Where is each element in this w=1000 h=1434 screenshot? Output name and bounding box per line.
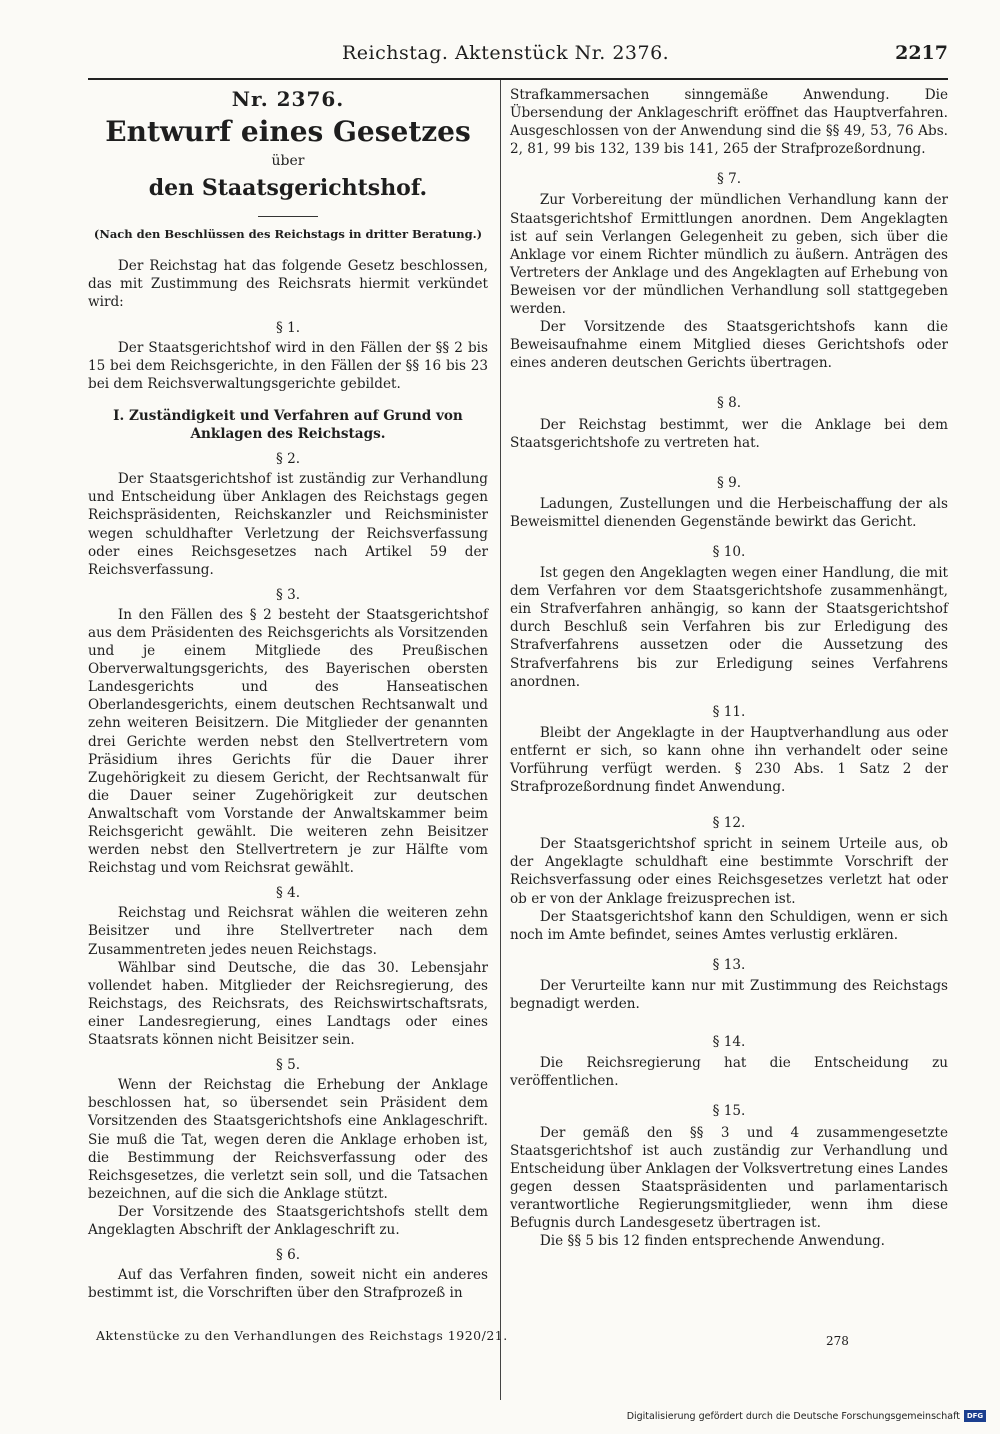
section-paragraph: Ladungen, Zustellungen und die Herbeischaffung der als Beweismittel dienenden Gegenstände bewirkt das Gericht.: [510, 495, 948, 530]
section-paragraph: Die §§ 5 bis 12 finden entsprechende Anwendung.: [539, 1233, 885, 1250]
section-paragraph: Ist gegen den Angeklagten wegen einer Handlung, die mit dem Verfahren vor dem Staatsgerichtshofe zusammenhängt, ein Strafverfahren anhängig, so kann der Staatsgerichtshof durch Beschluß sein Verfahren bis zur Erledigung des Strafverfahrens aussetzen oder die Aussetzung des Strafverfahrens bis zur Erledigung seines Verfahrens anordnen.: [510, 565, 948, 690]
header-rule: [88, 78, 948, 80]
section-paragraph: Auf das Verfahren finden, soweit nicht ein anderes bestimmt ist, die Vorschriften über den Strafprozeß in: [88, 1267, 488, 1302]
footer-collection-note: Aktenstücke zu den Verhandlungen des Reichstags 1920/21.: [96, 1328, 508, 1343]
section-heading: § 12.: [712, 815, 746, 832]
footer-signature-number: 278: [826, 1334, 849, 1348]
title-rule: [258, 216, 318, 217]
section-paragraph: Der Staatsgerichtshof kann den Schuldigen, wenn er sich noch im Amte befindet, seines Amtes verlustig erklären.: [510, 908, 948, 943]
document-subtitle: den Staatsgerichtshof.: [148, 175, 428, 202]
section-heading: § 7.: [716, 171, 742, 188]
section-heading: § 9.: [716, 474, 742, 491]
section-paragraph: Bleibt der Angeklagte in der Hauptverhandlung aus oder entfernt er sich, so kann ohne ihn verhandelt oder seine Vorführung verfügt werden. § 230 Abs. 1 Satz 2 der Strafprozeßordnung findet Anwendung.: [510, 724, 948, 796]
left-column: [88, 86, 488, 1302]
section-heading: § 14.: [712, 1034, 746, 1051]
section-paragraph-continued: Strafkammersachen sinngemäße Anwendung. Die Übersendung der Anklageschrift eröffnet das Hauptverfahren. Ausgeschlossen von der Anwendung sind die §§ 49, 53, 76 Abs. 2, 81, 99 bis 132, 139 bis 141, 265 der Strafprozeßordnung.: [510, 87, 948, 158]
document-title-ueber: über: [271, 153, 305, 170]
digitization-credit: [627, 1410, 986, 1422]
section-heading: § 3.: [275, 586, 301, 603]
section-paragraph: In den Fällen des § 2 besteht der Staatsgerichtshof aus dem Präsidenten des Reichsgerichts als Vorsitzenden und je einem Mitgliede des Preußischen Oberverwaltungsgerichts, des Bayerischen obersten Landesgerichts und des Hanseatischen Oberlandesgerichts, einem deutschen Rechtsanwalt und zehn weiteren Beisitzern. Die Mitglieder der genannten drei Gerichte werden nebst den Stellvertretern vom Präsidium ihres Gerichts für die Dauer ihrer Zugehörigkeit zu diesem Gericht, der Rechtsanwalt für die Dauer seiner Zugehörigkeit zur deutschen Anwaltschaft vom Vorstande der Anwaltskammer beim Reichsgericht gewählt. Die weiteren zehn Beisitzer werden nebst den Stellvertretern je zur Hälfte vom Reichstag und vom Reichsrat gewählt.: [88, 606, 488, 877]
section-paragraph: Reichstag und Reichsrat wählen die weiteren zehn Beisitzer und ihre Stellvertreter nach dem Zusammentreten jedes neuen Reichstags.: [88, 905, 488, 958]
section-paragraph: Die Reichsregierung hat die Entscheidung zu veröffentlichen.: [510, 1055, 948, 1090]
section-heading: § 13.: [712, 956, 746, 973]
intro-paragraph: Der Reichstag hat das folgende Gesetz beschlossen, das mit Zustimmung des Reichsrats hiermit verkündet wird:: [88, 258, 488, 311]
section-paragraph: Zur Vorbereitung der mündlichen Verhandlung kann der Staatsgerichtshof Ermittlungen anordnen. Dem Angeklagten ist auf sein Verlangen Gelegenheit zu geben, sich über die Anklage vor einem Richter mündlich zu äußern. Anträgen des Vertreters der Anklage und des Angeklagten auf Erhebung von Beweisen vor der mündlichen Verhandlung soll stattgegeben werden.: [510, 192, 948, 318]
section-heading: § 11.: [712, 703, 746, 720]
chapter-heading: I. Zuständigkeit und Verfahren auf Grund von Anklagen des Reichstags.: [113, 407, 463, 443]
credit-text: Digitalisierung gefördert durch die Deutsche Forschungsgemeinschaft: [626, 1410, 960, 1422]
section-paragraph: Der Staatsgerichtshof spricht in seinem Urteile aus, ob der Angeklagte schuldhaft eine bestimmte Vorschrift der Reichsverfassung oder eines Reichsgesetzes verletzt hat oder ob er von der Anklage freizusprechen ist.: [510, 836, 948, 907]
section-heading: § 1.: [275, 319, 301, 336]
section-heading: § 4.: [275, 885, 301, 902]
section-heading: § 15.: [712, 1103, 746, 1120]
section-paragraph: Der Vorsitzende des Staatsgerichtshofs kann die Beweisaufnahme einem Mitglied dieses Gerichtshofs oder eines anderen deutschen Gerichts übertragen.: [510, 319, 948, 372]
section-paragraph: Wenn der Reichstag die Erhebung der Anklage beschlossen hat, so übersendet sein Präsident dem Vorsitzenden des Staatsgerichtshofs eine Anklageschrift. Sie muß die Tat, wegen deren die Anklage erhoben ist, die Bestimmung der Reichsverfassung oder des Reichsgesetzes, die verletzt sein soll, und die Tatsachen bezeichnen, auf die sich die Anklage stützt.: [88, 1077, 488, 1202]
right-column: [510, 86, 948, 1250]
column-divider: [500, 80, 501, 1400]
section-paragraph: Der Staatsgerichtshof ist zuständig zur Verhandlung und Entscheidung über Anklagen des Reichstags gegen Reichspräsidenten, Reichskanzler und Reichsminister wegen schuldhafter Verletzung der Reichsverfassung oder eines Reichsgesetzes nach Artikel 59 der Reichsverfassung.: [88, 471, 488, 578]
section-paragraph: Der Reichstag bestimmt, wer die Anklage bei dem Staatsgerichtshofe zu vertreten hat.: [510, 416, 948, 451]
section-paragraph: Wählbar sind Deutsche, die das 30. Lebensjahr vollendet haben. Mitglieder der Reichsregierung, des Reichstags, des Reichsrats, des Reichswirtschaftsrats, einer Landesregierung, eines Landtags oder eines Staatsrats können nicht Beisitzer sein.: [88, 959, 488, 1049]
header-title: Reichstag. Aktenstück Nr. 2376.: [342, 42, 670, 64]
resolution-note: (Nach den Beschlüssen des Reichstags in dritter Beratung.): [93, 227, 483, 242]
running-header: [88, 42, 948, 72]
section-heading: § 10.: [712, 543, 746, 560]
section-heading: § 5.: [275, 1057, 301, 1074]
document-number: Nr. 2376.: [231, 87, 345, 111]
section-heading: § 8.: [716, 395, 742, 412]
section-paragraph: Der Staatsgerichtshof wird in den Fällen der §§ 2 bis 15 bei dem Reichsgerichte, in den Fällen der §§ 16 bis 23 bei dem Reichsverwaltungsgerichte gebildet.: [88, 339, 488, 392]
section-paragraph: Der Vorsitzende des Staatsgerichtshofs stellt dem Angeklagten Abschrift der Anklageschrift zu.: [88, 1203, 488, 1238]
document-title: Entwurf eines Gesetzes: [105, 115, 471, 149]
section-paragraph: Der Verurteilte kann nur mit Zustimmung des Reichstags begnadigt werden.: [510, 977, 948, 1013]
section-heading: § 6.: [275, 1247, 301, 1264]
page-number: 2217: [895, 42, 948, 64]
section-paragraph: Der gemäß den §§ 3 und 4 zusammengesetzte Staatsgerichtshof ist auch zuständig zur Verhandlung und Entscheidung über Anklagen der Volksvertretung eines Landes gegen dessen Staatspräsidenten und parlamentarisch verantwortliche Regierungsmitglieder, wenn ihm diese Befugnis durch Landesgesetz übertragen ist.: [510, 1124, 948, 1231]
dfg-logo-icon: DFG: [964, 1410, 986, 1422]
section-heading: § 2.: [275, 451, 301, 468]
